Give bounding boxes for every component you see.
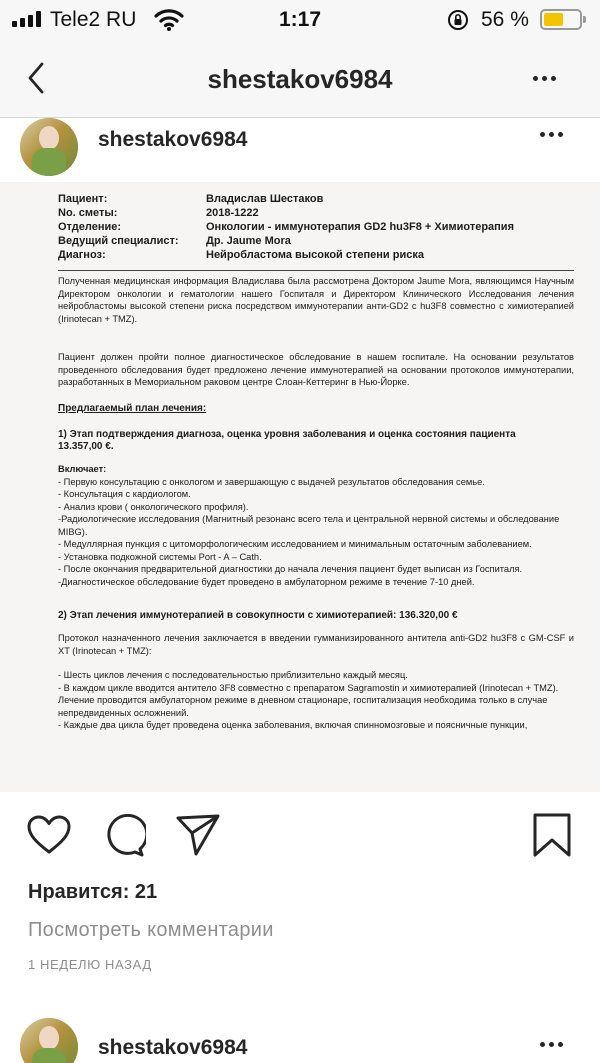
- doc-includes-list: [58, 476, 574, 589]
- post-actions: [0, 800, 600, 870]
- field-value: Владислав Шестаков: [206, 193, 324, 205]
- patient-field-row: [58, 248, 574, 262]
- doc-paragraph: Полученная медицинская информация Владислава была рассмотрена Доктором Jaume Mora, являющимся Научным Директором онкологии и гематологии нашего Госпиталя и Директором Клинического Исследования лечения нейробластомы высокой степени риска посредством иммунотерапии анти-GD2 с hu3F8 совместно с химиотерапией (Irinotecan + TMZ).: [58, 276, 574, 324]
- bookmark-icon[interactable]: [532, 812, 572, 858]
- list-item: -Радиологические исследования (Магнитный резонанс всего тела и центральной нервной системы и обследование MIBG).: [58, 514, 560, 537]
- post-username[interactable]: shestakov6984: [98, 1036, 248, 1059]
- post-header: [0, 118, 600, 182]
- field-value: Др. Jaume Mora: [206, 235, 291, 247]
- list-item: - Консультация с кардиологом.: [58, 489, 191, 499]
- page-title: shestakov6984: [207, 64, 393, 94]
- list-item: - Первую консультацию с онкологом и завершающую с выдачей результатов обследования семье.: [58, 476, 485, 487]
- field-value: Онкологии - иммунотерапия GD2 hu3F8 + Химиотерапия: [206, 221, 514, 233]
- next-post-header: [0, 1018, 600, 1063]
- avatar[interactable]: [20, 1018, 78, 1063]
- list-item: - Установка подкожной системы Port - A – Cath.: [58, 551, 262, 562]
- field-key: Ведущий специалист:: [58, 235, 179, 247]
- heart-icon[interactable]: [26, 814, 72, 856]
- doc-includes-title: Включает:: [58, 464, 107, 474]
- nav-header: [0, 40, 600, 118]
- likes-count[interactable]: Нравится: 21: [28, 881, 158, 903]
- field-key: No. сметы:: [58, 207, 118, 219]
- doc-stage-title: 2) Этап лечения иммунотерапией в совокупности с химиотерапией: 136.320,00 €: [58, 610, 458, 621]
- post-username[interactable]: shestakov6984: [98, 128, 248, 151]
- patient-field-row: [58, 192, 574, 206]
- list-item: - Шесть циклов лечения с последовательностью приблизительно каждый месяц.: [58, 670, 408, 680]
- battery-icon: [540, 9, 582, 30]
- post-timestamp: 1 НЕДЕЛЮ НАЗАД: [28, 957, 152, 972]
- clock: 1:17: [278, 8, 322, 31]
- comment-icon[interactable]: [102, 814, 146, 858]
- carrier-name: Tele2 RU: [50, 8, 137, 31]
- post-image[interactable]: [0, 182, 600, 792]
- more-horizontal-icon[interactable]: [540, 132, 563, 137]
- field-key: Отделение:: [58, 221, 122, 233]
- patient-field-row: [58, 220, 574, 234]
- list-item: -Диагностическое обследование будет проведено в амбулаторном режиме в течение 7-10 дней.: [58, 576, 475, 587]
- patient-field-row: [58, 234, 574, 248]
- battery-fill: [544, 13, 563, 26]
- patient-field-row: [58, 206, 574, 220]
- list-item: - Каждые два цикла будет проведена оценка заболевания, включая спинномозговые и поясничные пункции,: [58, 720, 528, 730]
- share-icon[interactable]: [174, 812, 222, 858]
- field-value: Нейробластома высокой степени риска: [206, 249, 424, 261]
- battery-percentage: 56 %: [481, 8, 529, 31]
- more-horizontal-icon[interactable]: [540, 1042, 563, 1047]
- list-item: - В каждом цикле вводится антитело 3F8 совместно с препаратом Sagramostin и химиотерапией (Irinotecan + TMZ). Лечение проводится амбулаторном режиме в дневном стационаре, госпитализация необходима только в случае непредвиденных осложнений.: [58, 682, 559, 718]
- list-item: - Медуллярная пункция с цитоморфологическим исследованием и минимальным остаточным заболеванием.: [58, 539, 532, 549]
- field-key: Пациент:: [58, 193, 108, 205]
- doc-plan-title: Предлагаемый план лечения:: [58, 402, 207, 414]
- status-bar: [0, 0, 600, 40]
- avatar[interactable]: [20, 118, 78, 176]
- doc-stage-title: 1) Этап подтверждения диагноза, оценка уровня заболевания и оценка состояния пациента 13.357,00 €.: [58, 429, 516, 452]
- patient-fields: [58, 192, 574, 262]
- view-comments-link[interactable]: Посмотреть комментарии: [28, 919, 274, 941]
- doc-stage2-list: [58, 669, 574, 732]
- document-text: [58, 192, 574, 732]
- list-item: - После окончания предварительной диагностики до начала лечения пациент будет выписан из Госпиталя.: [58, 564, 523, 574]
- field-key: Диагноз:: [58, 249, 106, 261]
- doc-paragraph: Пациент должен пройти полное диагностическое обследование в нашем госпитале. На основании результатов проведенного обследования будет предложено лечение иммунотерапией на основании протоколов иммунотерапии, разработанных в Мемориальном раковом центре Слоан-Кеттеринг в Нью-Йорке.: [58, 352, 574, 387]
- doc-paragraph: Протокол назначенного лечения заключается в введении гумманизированного антитела anti-GD2 hu3F8 с GM-CSF и XT (Irinotecan + TMZ):: [58, 633, 574, 656]
- list-item: - Анализ крови ( онкологического профиля).: [58, 501, 249, 512]
- more-horizontal-icon[interactable]: [533, 76, 569, 100]
- orientation-lock-icon: [446, 8, 470, 32]
- field-value: 2018-1222: [206, 207, 259, 219]
